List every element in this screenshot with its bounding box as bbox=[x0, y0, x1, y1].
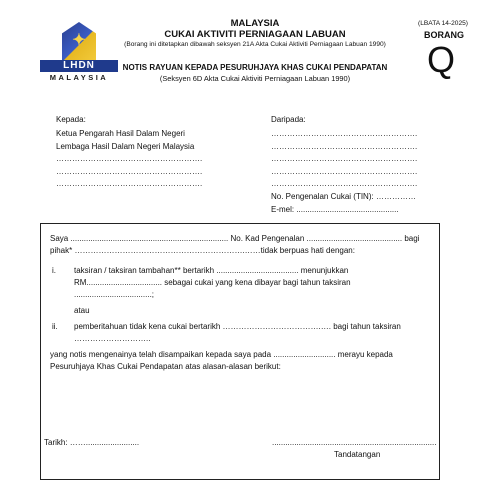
declarant-line[interactable]: Saya ....................................................................... No. Kad Pengenalan ........................................... bagi bbox=[50, 234, 420, 243]
borang-label: BORANG bbox=[424, 30, 464, 40]
form-subtitle: (Seksyen 6D Akta Cukai Aktiviti Perniagaan Labuan 1990) bbox=[159, 74, 351, 83]
kepada-line[interactable]: ………………………………………………. bbox=[56, 179, 203, 189]
item-i-line3[interactable]: ...................................; bbox=[74, 290, 155, 299]
on-behalf-line[interactable]: pihak* ……………………………………………………….……tidak berpuas hati dengan: bbox=[50, 246, 355, 255]
daripada-line[interactable]: ………………………………………………. bbox=[271, 154, 418, 164]
daripada-line[interactable]: ………………………………………………. bbox=[271, 166, 418, 176]
daripada-line[interactable]: ………………………………………………. bbox=[271, 129, 418, 138]
kepada-line: Lembaga Hasil Dalam Negeri Malaysia bbox=[56, 141, 195, 151]
daripada-line[interactable]: ………………………………………………. bbox=[271, 179, 418, 189]
form-title: NOTIS RAYUAN KEPADA PESURUHJAYA KHAS CUKAI PENDAPATAN bbox=[122, 63, 388, 72]
kepada-line[interactable]: ………………………………………………. bbox=[56, 166, 203, 176]
item-i-line1[interactable]: taksiran / taksiran tambahan** bertarikh ..................................... menunjukkan bbox=[74, 266, 349, 275]
subtitle-law: (Borang ini ditetapkan dibawah seksyen 21A Akta Cukai Aktiviti Perniagaan Labuan 1990) bbox=[124, 41, 386, 48]
daripada-label: Daripada: bbox=[271, 115, 306, 124]
logo-text: LHDN bbox=[40, 60, 118, 72]
reference-code: (LBATA 14-2025) bbox=[418, 20, 468, 27]
title-country: MALAYSIA bbox=[230, 18, 280, 29]
item-i-line2[interactable]: RM.................................. sebagai cukai yang kena dibayar bagi tahun taksiran bbox=[74, 278, 351, 287]
notice-line1[interactable]: yang notis mengenainya telah disampaikan kepada saya pada ............................ merayu kepada bbox=[50, 350, 393, 359]
kepada-line: Ketua Pengarah Hasil Dalam Negeri bbox=[56, 129, 185, 138]
email-field[interactable]: E-mel: .............................................. bbox=[271, 204, 399, 214]
tin-field[interactable]: No. Pengenalan Cukai (TIN): …………… bbox=[271, 191, 416, 201]
tarikh-field[interactable]: Tarikh: ……........................ bbox=[44, 438, 140, 447]
item-ii-number: ii. bbox=[52, 322, 58, 331]
kepada-label: Kepada: bbox=[56, 115, 86, 124]
logo-country: MALAYSIA bbox=[49, 73, 109, 82]
notice-line2: Pesuruhjaya Khas Cukai Pendapatan atas alasan-alasan berikut: bbox=[50, 362, 281, 371]
appeal-form-box bbox=[40, 223, 440, 480]
kepada-line[interactable]: ………………………………………………. bbox=[56, 154, 203, 164]
signature-label: Tandatangan bbox=[334, 450, 381, 459]
daripada-line[interactable]: ………………………………………………. bbox=[271, 141, 418, 151]
kepada-address bbox=[56, 127, 226, 190]
item-i-number: i. bbox=[52, 266, 56, 275]
item-ii-line2[interactable]: ……………………….. bbox=[74, 334, 151, 343]
atau-label: atau bbox=[74, 306, 90, 315]
borang-letter: Q bbox=[427, 39, 456, 80]
signature-field[interactable]: .......................................................................... bbox=[272, 438, 437, 447]
crest-mark-icon: ✦ bbox=[72, 32, 86, 49]
item-ii-line1[interactable]: pemberitahuan tidak kena cukai bertarikh ……………………………….…. bagi tahun taksiran bbox=[74, 322, 401, 331]
daripada-address bbox=[271, 127, 431, 215]
lhdn-logo bbox=[40, 22, 118, 84]
title-tax: CUKAI AKTIVITI PERNIAGAAN LABUAN bbox=[164, 29, 346, 40]
